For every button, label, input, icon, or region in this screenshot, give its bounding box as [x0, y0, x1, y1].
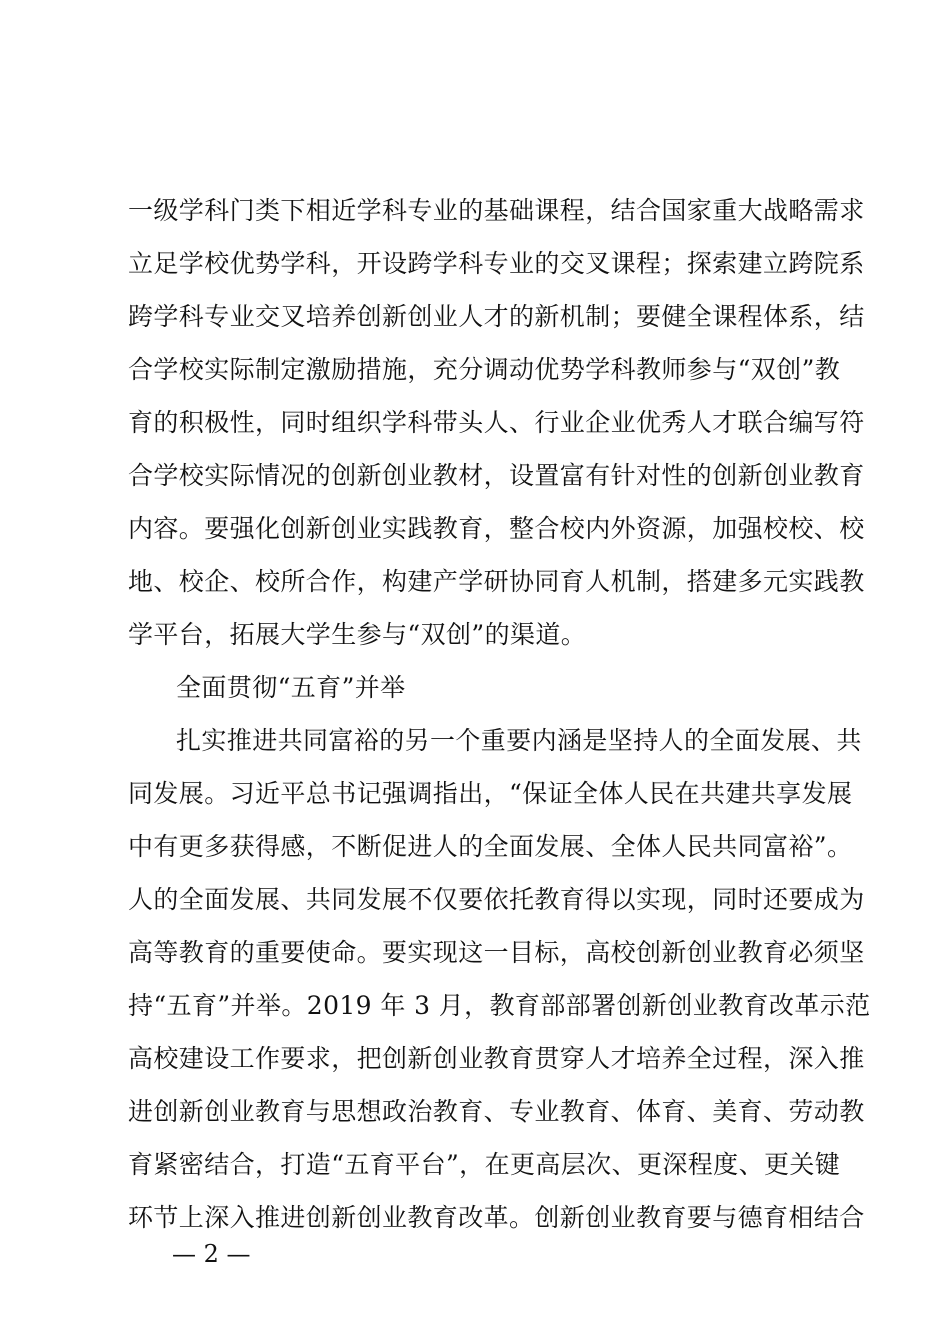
page-number: — 2 —: [172, 1240, 251, 1268]
text-line: 合学校实际制定激励措施，充分调动优势学科教师参与“双创”教: [128, 355, 841, 384]
section-heading: 全面贯彻“五育”并举: [176, 673, 406, 702]
text-line: 环节上深入推进创新创业教育改革。创新创业教育要与德育相结合: [128, 1203, 865, 1232]
text-line: 同发展。习近平总书记强调指出，“保证全体人民在共建共享发展: [128, 779, 853, 808]
text-line: 持“五育”并举。2019 年 3 月，教育部部署创新创业教育改革示范: [128, 991, 871, 1020]
text-line: 育紧密结合，打造“五育平台”，在更高层次、更深程度、更关键: [128, 1150, 841, 1179]
text-line: 一级学科门类下相近学科专业的基础课程，结合国家重大战略需求: [128, 196, 865, 225]
text-line: 人的全面发展、共同发展不仅要依托教育得以实现，同时还要成为: [128, 885, 865, 914]
text-line: 扎实推进共同富裕的另一个重要内涵是坚持人的全面发展、共: [176, 726, 862, 755]
text-line: 高等教育的重要使命。要实现这一目标，高校创新创业教育必须坚: [128, 938, 865, 967]
text-line: 内容。要强化创新创业实践教育，整合校内外资源，加强校校、校: [128, 514, 865, 543]
text-line: 立足学校优势学科，开设跨学科专业的交叉课程；探索建立跨院系: [128, 249, 865, 278]
text-line: 合学校实际情况的创新创业教材，设置富有针对性的创新创业教育: [128, 461, 865, 490]
text-line: 进创新创业教育与思想政治教育、专业教育、体育、美育、劳动教: [128, 1097, 865, 1126]
text-line: 地、校企、校所合作，构建产学研协同育人机制，搭建多元实践教: [128, 567, 865, 596]
body-text: [128, 184, 871, 1244]
text-line: 高校建设工作要求，把创新创业教育贯穿人才培养全过程，深入推: [128, 1044, 865, 1073]
text-line: 育的积极性，同时组织学科带头人、行业企业优秀人才联合编写符: [128, 408, 865, 437]
text-line: 学平台，拓展大学生参与“双创”的渠道。: [128, 620, 587, 649]
text-line: 中有更多获得感，不断促进人的全面发展、全体人民共同富裕”。: [128, 832, 853, 861]
text-line: 跨学科专业交叉培养创新创业人才的新机制；要健全课程体系，结: [128, 302, 865, 331]
